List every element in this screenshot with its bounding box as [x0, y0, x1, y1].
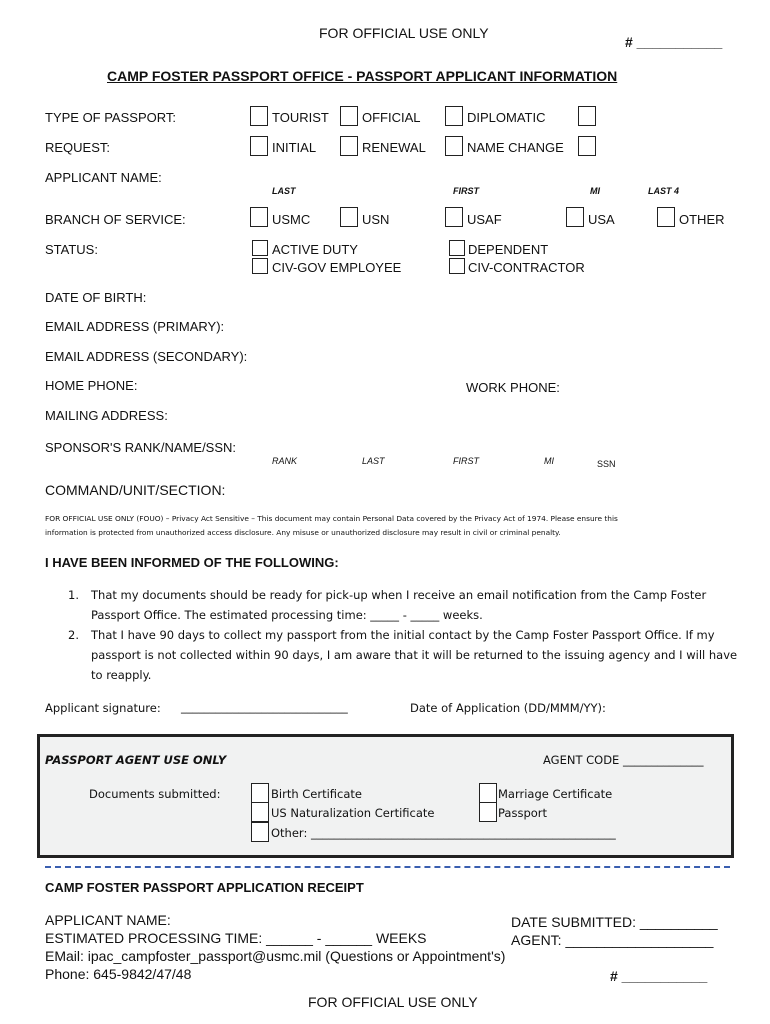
- checkbox-usa[interactable]: [566, 207, 584, 227]
- signature-line[interactable]: _____________________________: [181, 700, 348, 714]
- doc-marriage-certificate: Marriage Certificate: [498, 787, 613, 801]
- branch-label: BRANCH OF SERVICE:: [45, 212, 186, 227]
- option-renewal: RENEWAL: [362, 140, 426, 155]
- request-label: REQUEST:: [45, 140, 111, 155]
- sponsor-sub-first: FIRST: [453, 456, 479, 466]
- option-initial: INITIAL: [272, 140, 317, 155]
- applicant-name-label: APPLICANT NAME:: [45, 170, 162, 185]
- email-primary-label: EMAIL ADDRESS (PRIMARY):: [45, 319, 225, 334]
- checkbox-request-extra[interactable]: [578, 136, 596, 156]
- checkbox-initial[interactable]: [250, 136, 268, 156]
- informed-item1-line2: Passport Office. The estimated processing time: _____ - _____ weeks.: [91, 608, 483, 622]
- mailing-address-label: MAILING ADDRESS:: [45, 408, 168, 423]
- checkbox-usmc[interactable]: [250, 207, 268, 227]
- checkbox-naturalization[interactable]: [251, 802, 269, 822]
- receipt-number[interactable]: # ___________: [610, 968, 708, 984]
- checkbox-renewal[interactable]: [340, 136, 358, 156]
- official-use-header: FOR OFFICIAL USE ONLY: [319, 25, 489, 41]
- cut-line: [45, 866, 730, 868]
- signature-label: Applicant signature:: [45, 701, 161, 715]
- receipt-processing-time: ESTIMATED PROCESSING TIME: ______ - ______ WEEKS: [45, 930, 427, 946]
- option-usa: USA: [588, 212, 615, 227]
- privacy-notice-line1: FOR OFFICIAL USE ONLY (FOUO) – Privacy Act Sensitive – This document may contain Personal Data covered by the Privacy Act of 1974. Please ensure this: [45, 514, 618, 523]
- form-number-field[interactable]: # ___________: [625, 34, 723, 50]
- sponsor-label: SPONSOR'S RANK/NAME/SSN:: [45, 440, 237, 455]
- checkbox-passport-doc[interactable]: [479, 802, 497, 822]
- date-of-application-label: Date of Application (DD/MMM/YY):: [410, 701, 606, 715]
- sub-label-last4: LAST 4: [648, 186, 680, 196]
- sub-label-mi: MI: [590, 186, 600, 196]
- informed-item2-line3: to reapply.: [91, 668, 152, 682]
- checkbox-usn[interactable]: [340, 207, 358, 227]
- option-active-duty: ACTIVE DUTY: [272, 242, 358, 257]
- checkbox-diplomatic[interactable]: [445, 106, 463, 126]
- doc-birth-certificate: Birth Certificate: [271, 787, 363, 801]
- option-civ-gov: CIV-GOV EMPLOYEE: [272, 260, 402, 275]
- passport-type-label: TYPE OF PASSPORT:: [45, 110, 176, 125]
- checkbox-official[interactable]: [340, 106, 358, 126]
- official-use-footer: FOR OFFICIAL USE ONLY: [308, 994, 478, 1010]
- checkbox-other-doc[interactable]: [251, 822, 269, 842]
- checkbox-tourist[interactable]: [250, 106, 268, 126]
- option-name-change: NAME CHANGE: [467, 140, 564, 155]
- sponsor-sub-last: LAST: [362, 456, 385, 466]
- option-diplomatic: DIPLOMATIC: [467, 110, 546, 125]
- checkbox-type-extra[interactable]: [578, 106, 596, 126]
- home-phone-label: HOME PHONE:: [45, 378, 138, 393]
- status-label: STATUS:: [45, 242, 98, 257]
- doc-other-field[interactable]: Other: _____________________________________________________: [271, 826, 616, 840]
- checkbox-dependent[interactable]: [449, 240, 465, 256]
- informed-item2-line2: passport is not collected within 90 days, I am aware that it will be returned to the issuing agency and I will have: [91, 648, 738, 662]
- checkbox-active-duty[interactable]: [252, 240, 268, 256]
- documents-submitted-label: Documents submitted:: [89, 787, 221, 801]
- option-usmc: USMC: [272, 212, 311, 227]
- sponsor-sub-mi: MI: [544, 456, 554, 466]
- sponsor-sub-rank: RANK: [272, 456, 298, 466]
- dob-label: DATE OF BIRTH:: [45, 290, 147, 305]
- privacy-notice-line2: information is protected from unauthorized access disclosure. Any misuse or unauthorized disclosure may result in civil or criminal penalty.: [45, 528, 561, 537]
- agent-use-title: PASSPORT AGENT USE ONLY: [45, 753, 227, 767]
- sub-label-last: LAST: [272, 186, 296, 196]
- option-tourist: TOURIST: [272, 110, 329, 125]
- agent-code-field[interactable]: AGENT CODE ______________: [543, 753, 704, 767]
- list-number-2: 2.: [68, 628, 79, 642]
- email-secondary-label: EMAIL ADDRESS (SECONDARY):: [45, 349, 248, 364]
- option-civ-contractor: CIV-CONTRACTOR: [468, 260, 585, 275]
- option-usn: USN: [362, 212, 390, 227]
- sub-label-first: FIRST: [453, 186, 479, 196]
- receipt-phone: Phone: 645-9842/47/48: [45, 966, 192, 982]
- work-phone-label: WORK PHONE:: [466, 380, 560, 395]
- receipt-date-submitted[interactable]: DATE SUBMITTED: __________: [511, 914, 718, 930]
- option-dependent: DEPENDENT: [468, 242, 549, 257]
- receipt-applicant-name: APPLICANT NAME:: [45, 912, 171, 928]
- checkbox-name-change[interactable]: [445, 136, 463, 156]
- sponsor-sub-ssn: SSN: [597, 459, 616, 469]
- doc-passport: Passport: [498, 806, 548, 820]
- checkbox-civ-gov[interactable]: [252, 258, 268, 274]
- doc-naturalization: US Naturalization Certificate: [271, 806, 435, 820]
- receipt-email: EMail: ipac_campfoster_passport@usmc.mil (Questions or Appointment's): [45, 948, 506, 964]
- option-other: OTHER: [679, 212, 725, 227]
- checkbox-birth-certificate[interactable]: [251, 783, 269, 803]
- page-title: CAMP FOSTER PASSPORT OFFICE - PASSPORT APPLICANT INFORMATION: [107, 68, 618, 84]
- option-official: OFFICIAL: [362, 110, 421, 125]
- receipt-title: CAMP FOSTER PASSPORT APPLICATION RECEIPT: [45, 880, 364, 895]
- informed-heading: I HAVE BEEN INFORMED OF THE FOLLOWING:: [45, 555, 339, 570]
- checkbox-marriage-certificate[interactable]: [479, 783, 497, 803]
- option-usaf: USAF: [467, 212, 502, 227]
- informed-item1-line1: That my documents should be ready for pick-up when I receive an email notification from the Camp Foster: [91, 588, 707, 602]
- checkbox-other[interactable]: [657, 207, 675, 227]
- list-number-1: 1.: [68, 588, 79, 602]
- informed-item2-line1: That I have 90 days to collect my passport from the initial contact by the Camp Foster Passport Office. If my: [91, 628, 715, 642]
- checkbox-usaf[interactable]: [445, 207, 463, 227]
- receipt-agent[interactable]: AGENT: ___________________: [511, 932, 714, 948]
- checkbox-civ-contractor[interactable]: [449, 258, 465, 274]
- command-label: COMMAND/UNIT/SECTION:: [45, 482, 226, 498]
